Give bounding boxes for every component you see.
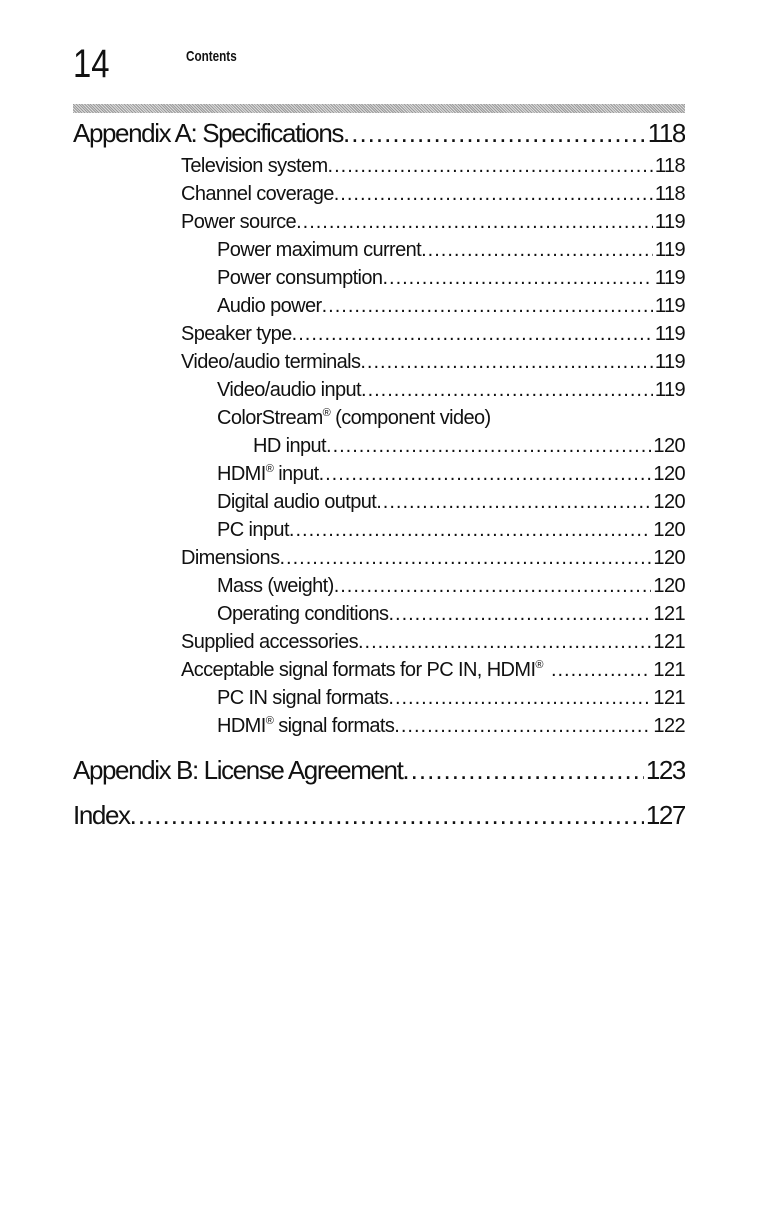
toc-entry-pc-input[interactable] [217,519,685,542]
toc-page: 120 [653,435,685,457]
toc-page: 120 [653,519,685,541]
toc-page: 119 [654,379,685,401]
toc-entry-power-maximum-current[interactable] [217,239,685,262]
dot-leader [289,519,652,542]
toc-title [181,659,543,682]
toc-title: Operating conditions [217,603,389,625]
toc-title [217,463,319,486]
running-head: Contents [186,48,237,65]
dot-leader [361,379,653,402]
toc-entry-dimensions[interactable] [181,547,685,570]
toc-page: 119 [654,211,685,233]
toc-title: Appendix A: Specifications [73,118,344,148]
toc-title: HD input [253,435,327,457]
toc-page: 123 [645,755,685,785]
toc-entry-speaker-type[interactable] [181,323,685,346]
toc-title: Appendix B: License Agreement [73,755,403,785]
dot-leader [292,323,653,346]
toc-title: Audio power [217,295,322,317]
dot-leader [343,118,646,149]
toc-title: ColorStream [217,407,323,429]
registered-mark: ® [265,463,274,475]
toc-entry-television-system[interactable] [181,155,685,178]
toc-entry-pc-in-signal-formats[interactable] [217,687,685,710]
page-number: 14 [73,42,110,86]
dot-leader [421,239,653,262]
toc-title: Power source [181,211,297,233]
toc-title [217,715,394,738]
toc-title: Digital audio output [217,491,377,513]
toc-entry-colorstream [217,407,491,430]
toc-title: Channel coverage [181,183,334,205]
toc-page: 120 [653,463,685,485]
toc-entry-operating-conditions[interactable] [217,603,685,626]
dot-leader [322,295,653,318]
dot-leader [376,491,651,514]
toc-title-suffix: (component video) [330,407,491,429]
dot-leader [358,631,651,654]
toc-title: Dimensions [181,547,280,569]
dot-leader [296,211,653,234]
toc-page: 119 [654,267,685,289]
toc-title: Supplied accessories [181,631,358,653]
toc-page: 119 [654,239,685,261]
toc-title-prefix: HDMI [217,463,266,485]
toc-page: 121 [653,631,685,653]
toc-title: Video/audio input [217,379,362,401]
toc-entry-appendix-b[interactable] [73,755,685,786]
toc-title-suffix: signal formats [273,715,395,737]
toc-entry-power-source[interactable] [181,211,685,234]
toc-entry-audio-power[interactable] [217,295,685,318]
toc-title: Power consumption [217,267,383,289]
toc-title: Speaker type [181,323,292,345]
toc-title: Mass (weight) [217,575,334,597]
dot-leader [279,547,651,570]
dot-leader [402,755,643,786]
toc-entry-mass-weight[interactable] [217,575,685,598]
toc-title: Video/audio terminals [181,351,361,373]
toc-page: 119 [654,351,685,373]
dot-leader [360,351,653,374]
registered-mark: ® [322,407,331,419]
dot-leader [388,687,651,710]
dot-leader [334,575,652,598]
toc-page: 119 [654,295,685,317]
toc-title: PC input [217,519,289,541]
toc-page: 120 [653,575,685,597]
toc-page: 120 [653,547,685,569]
toc-entry-video-audio-terminals[interactable] [181,351,685,374]
toc-entry-video-audio-input[interactable] [217,379,685,402]
toc-page: 121 [653,687,685,709]
toc-page: 122 [653,715,685,737]
toc-entry-power-consumption[interactable] [217,267,685,290]
toc-page: 121 [653,659,685,681]
toc-entry-hd-input[interactable] [253,435,685,458]
dot-leader [543,659,651,682]
toc-title-prefix: HDMI [217,715,266,737]
toc-entry-digital-audio-output[interactable] [217,491,685,514]
toc-entry-hdmi-signal-formats[interactable] [217,715,685,738]
dot-leader [394,715,651,738]
toc-title: Power maximum current [217,239,422,261]
toc-entry-acceptable-signal-formats[interactable] [181,659,685,682]
toc-page: 120 [653,491,685,513]
registered-mark: ® [265,715,274,727]
toc-title-suffix: input [273,463,319,485]
toc-entry-channel-coverage[interactable] [181,183,685,206]
toc-entry-appendix-a[interactable] [73,118,685,149]
toc-page: 127 [645,800,685,830]
toc-entry-index[interactable] [73,800,685,831]
toc-title: PC IN signal formats [217,687,389,709]
dot-leader [326,435,651,458]
header-rule [73,104,685,113]
toc-page: 121 [653,603,685,625]
dot-leader [388,603,651,626]
dot-leader [328,155,653,178]
toc-page: 119 [654,323,685,345]
toc-page: 118 [647,118,685,148]
toc-page: 118 [654,155,685,177]
toc-page: 118 [654,183,685,205]
toc-title: Television system [181,155,328,177]
dot-leader [382,267,652,290]
toc-entry-hdmi-input[interactable] [217,463,685,486]
dot-leader [130,800,644,831]
toc-title: Index [73,800,130,830]
toc-title-prefix: Acceptable signal formats for PC IN, HDMI [181,659,536,681]
dot-leader [334,183,653,206]
registered-mark: ® [535,659,543,671]
toc-entry-supplied-accessories[interactable] [181,631,685,654]
dot-leader [319,463,652,486]
